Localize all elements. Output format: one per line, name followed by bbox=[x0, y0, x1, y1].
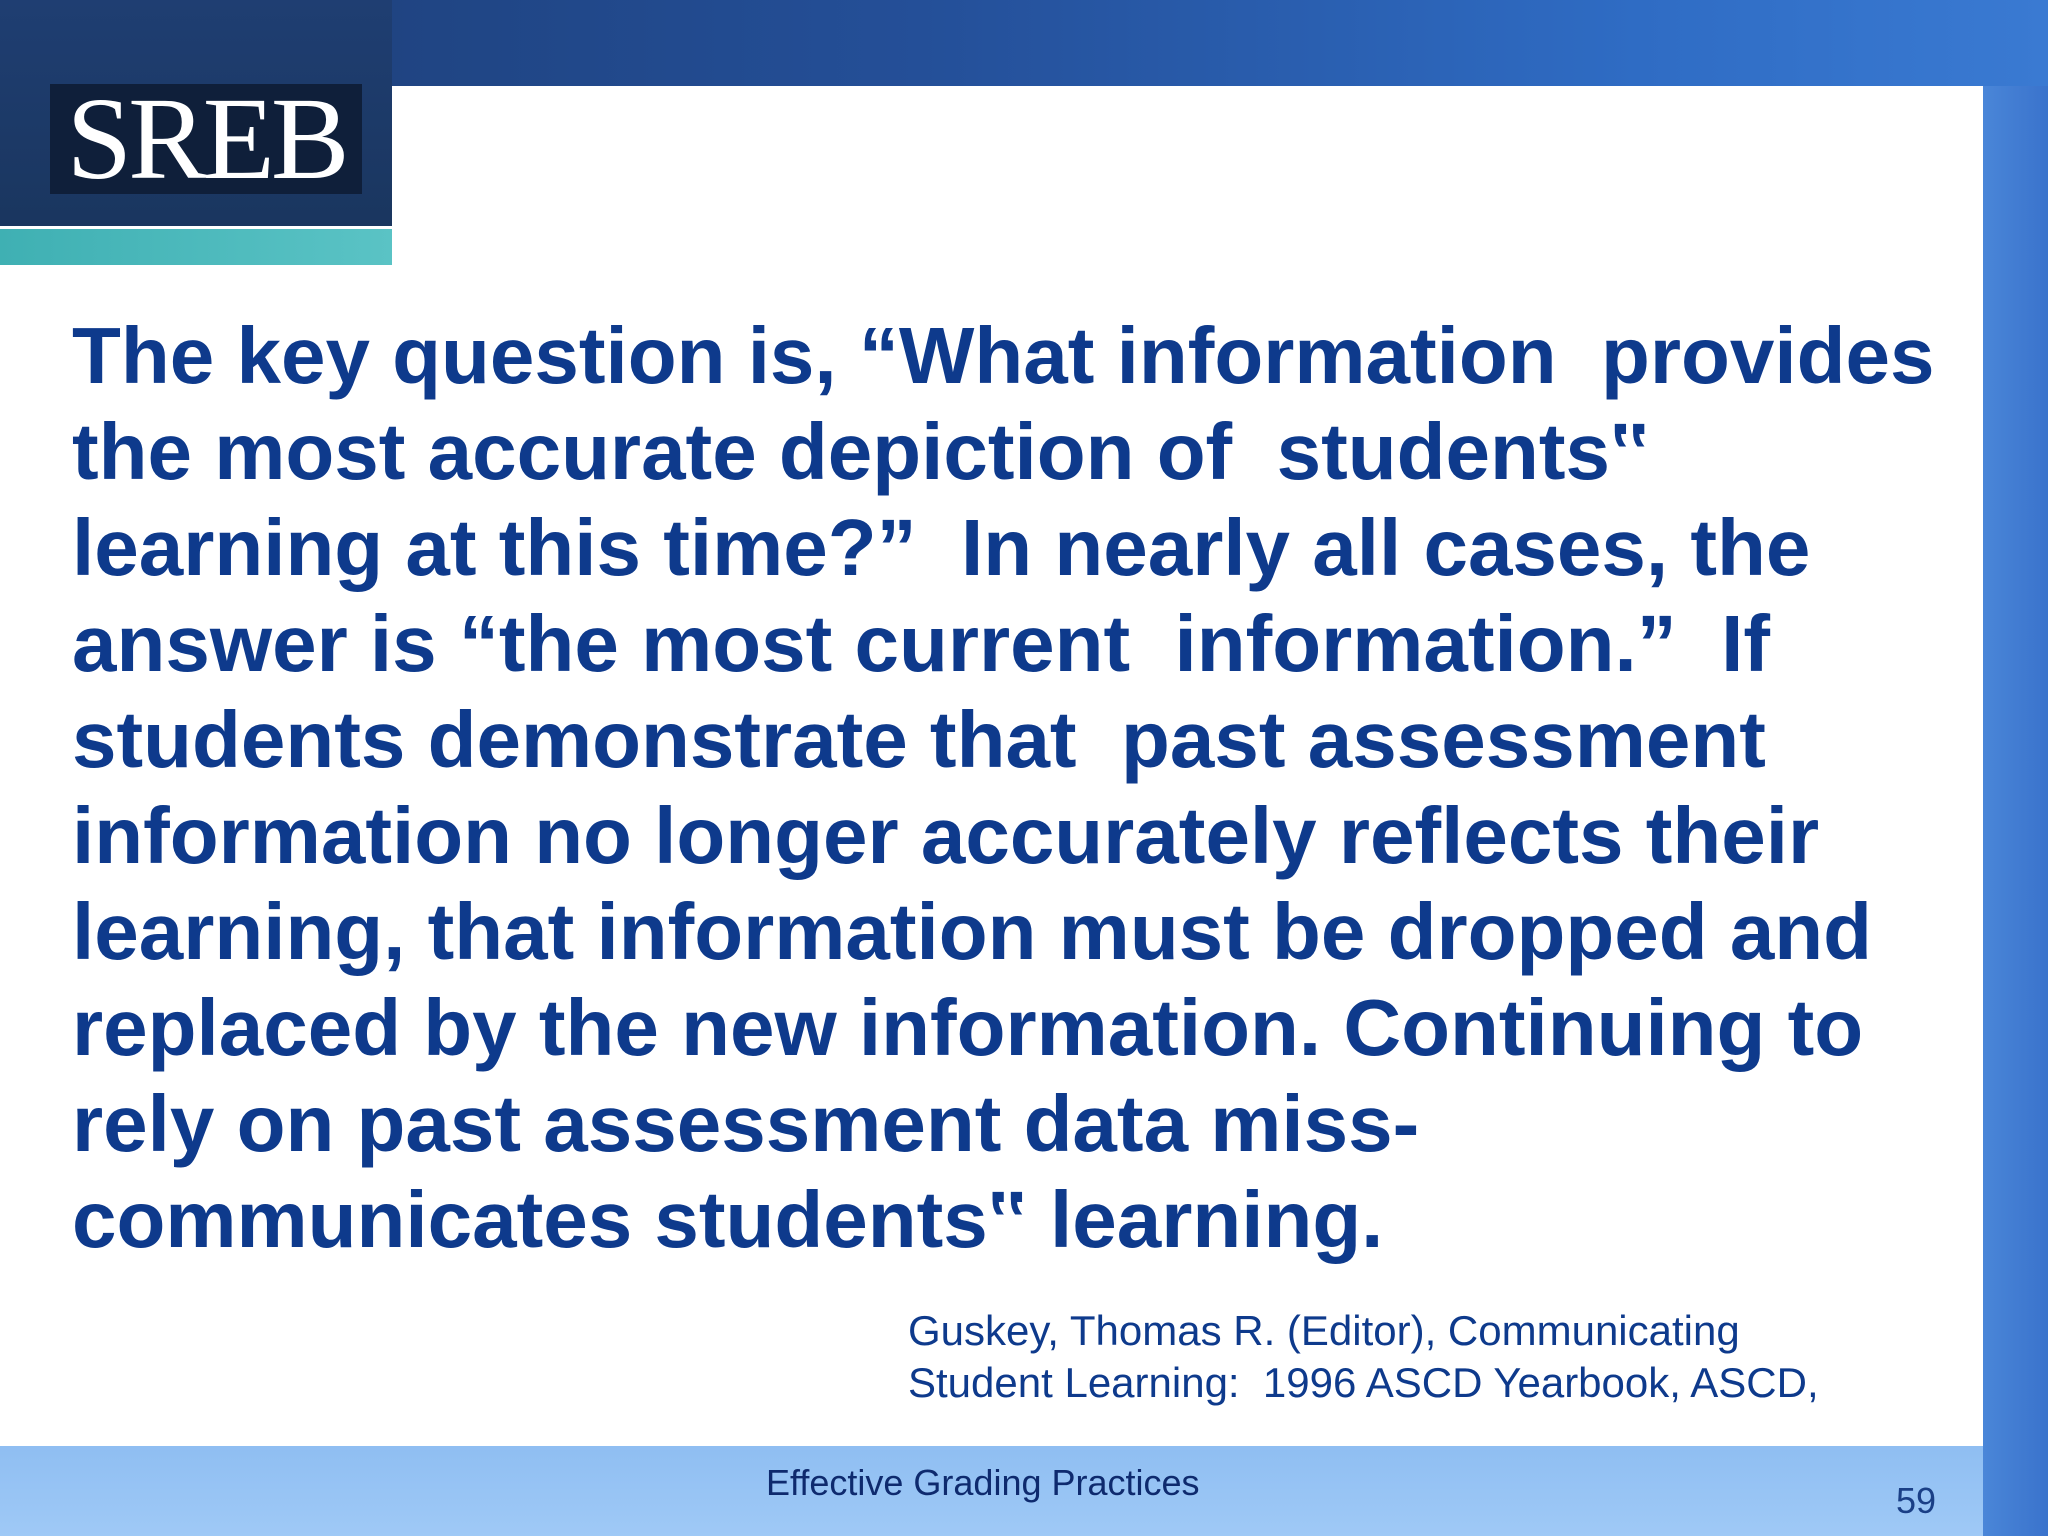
sreb-logo: SREB bbox=[50, 84, 362, 194]
citation bbox=[908, 1305, 1819, 1409]
citation-line: Guskey, Thomas R. (Editor), Communicating bbox=[908, 1307, 1740, 1354]
quote-line: rely on past assessment data miss- bbox=[72, 1079, 1420, 1168]
quote-line: students demonstrate that past assessment bbox=[72, 695, 1766, 784]
right-side-bar bbox=[1983, 86, 2048, 1536]
teal-accent-stripe bbox=[0, 229, 392, 265]
quote-line: replaced by the new information. Continuing to bbox=[72, 983, 1864, 1072]
quote-line: The key question is, “What information provides bbox=[72, 311, 1935, 400]
page-number: 59 bbox=[1896, 1480, 1937, 1521]
quote-line: learning at this time?” In nearly all cases, the bbox=[72, 503, 1811, 592]
quote-line: answer is “the most current information.” If bbox=[72, 599, 1771, 688]
quote-line: information no longer accurately reflects their bbox=[72, 791, 1820, 880]
footer-title: Effective Grading Practices bbox=[766, 1462, 1200, 1503]
quote-line: learning, that information must be dropped and bbox=[72, 887, 1873, 976]
quote-line: the most accurate depiction of students‟ bbox=[72, 407, 1651, 496]
citation-line: Student Learning: 1996 ASCD Yearbook, ASCD, bbox=[908, 1359, 1819, 1406]
logo-block bbox=[0, 0, 392, 226]
quote-text bbox=[72, 308, 1972, 1268]
quote-line: communicates students‟ learning. bbox=[72, 1175, 1384, 1264]
